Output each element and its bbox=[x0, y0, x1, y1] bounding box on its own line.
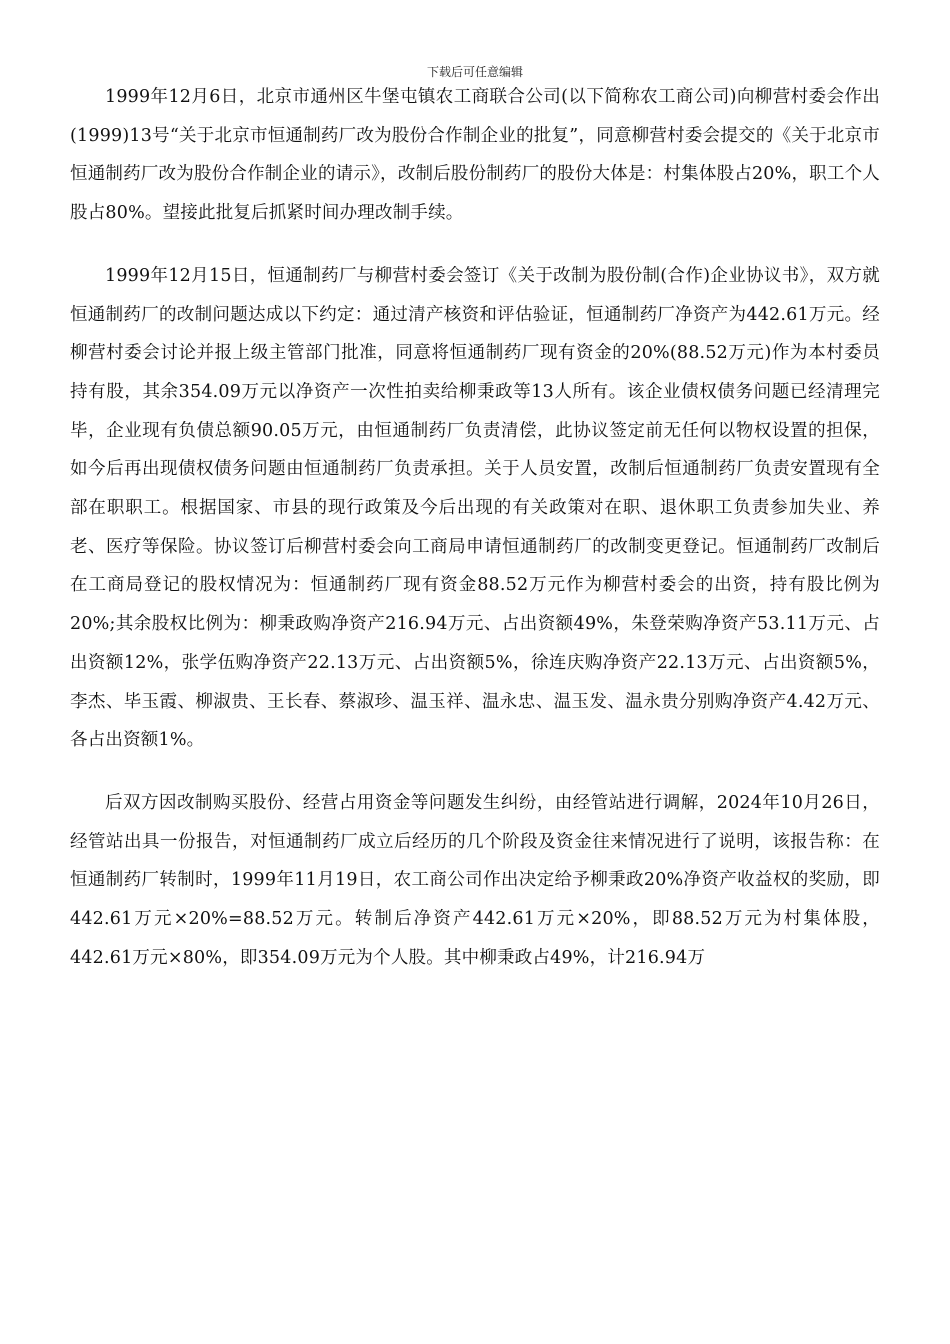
paragraph-spacer bbox=[70, 760, 880, 784]
paragraph-approval: 1999年12月6日，北京市通州区牛堡屯镇农工商联合公司(以下简称农工商公司)向柳营村委会作出(1999)13号“关于北京市恒通制药厂改为股份合作制企业的批复”，同意柳营村委会提交的《关于北京市恒通制药厂改为股份合作制企业的请示》，改制后股份制药厂的股份大体是：村集体股占20%，职工个人股占80%。望接此批复后抓紧时间办理改制手续。 bbox=[70, 87, 880, 224]
page-header-note: 下载后可任意编辑 bbox=[426, 65, 523, 79]
paragraph-spacer bbox=[70, 233, 880, 257]
paragraph-dispute: 后双方因改制购买股份、经营占用资金等问题发生纠纷，由经管站进行调解，2024年10月26日，经管站出具一份报告，对恒通制药厂成立后经历的几个阶段及资金往来情况进行了说明，该报告称：在恒通制药厂转制时，1999年11月19日，农工商公司作出决定给予柳秉政20%净资产收益权的奖励，即442.61万元×20%=88.52万元。转制后净资产442.61万元×20%，即88.52万元为村集体股，442.61万元×80%，即354.09万元为个人股。其中柳秉政占49%，计216.94万 bbox=[70, 792, 881, 968]
paragraph-agreement: 1999年12月15日，恒通制药厂与柳营村委会签订《关于改制为股份制(合作)企业协议书》，双方就恒通制药厂的改制问题达成以下约定：通过清产核资和评估验证，恒通制药厂净资产为442.61万元。经柳营村委会讨论并报上级主管部门批准，同意将恒通制药厂现有资金的20%(88.52万元)作为本村委员持有股，其余354.09万元以净资产一次性拍卖给柳秉政等13人所有。该企业债权债务问题已经清理完毕，企业现有负债总额90.05万元，由恒通制药厂负责清偿，此协议签定前无任何以物权设置的担保，如今后再出现债权债务问题由恒通制药厂负责承担。关于人员安置，改制后恒通制药厂负责安置现有全部在职职工。根据国家、市县的现行政策及今后出现的有关政策对在职、退休职工负责参加失业、养老、医疗等保险。协议签订后柳营村委会向工商局申请恒通制药厂的改制变更登记。恒通制药厂改制后在工商局登记的股权情况为：恒通制药厂现有资金88.52万元作为柳营村委会的出资，持有股比例为20%;其余股权比例为：柳秉政购净资产216.94万元、占出资额49%，朱登荣购净资产53.11万元、占出资额12%，张学伍购净资产22.13万元、占出资额5%，徐连庆购净资产22.13万元、占出资额5%，李杰、毕玉霞、柳淑贵、王长春、蔡淑珍、温玉祥、温永忠、温玉发、温永贵分别购净资产4.42万元、各占出资额1%。 bbox=[70, 265, 880, 751]
document-body bbox=[70, 78, 880, 977]
